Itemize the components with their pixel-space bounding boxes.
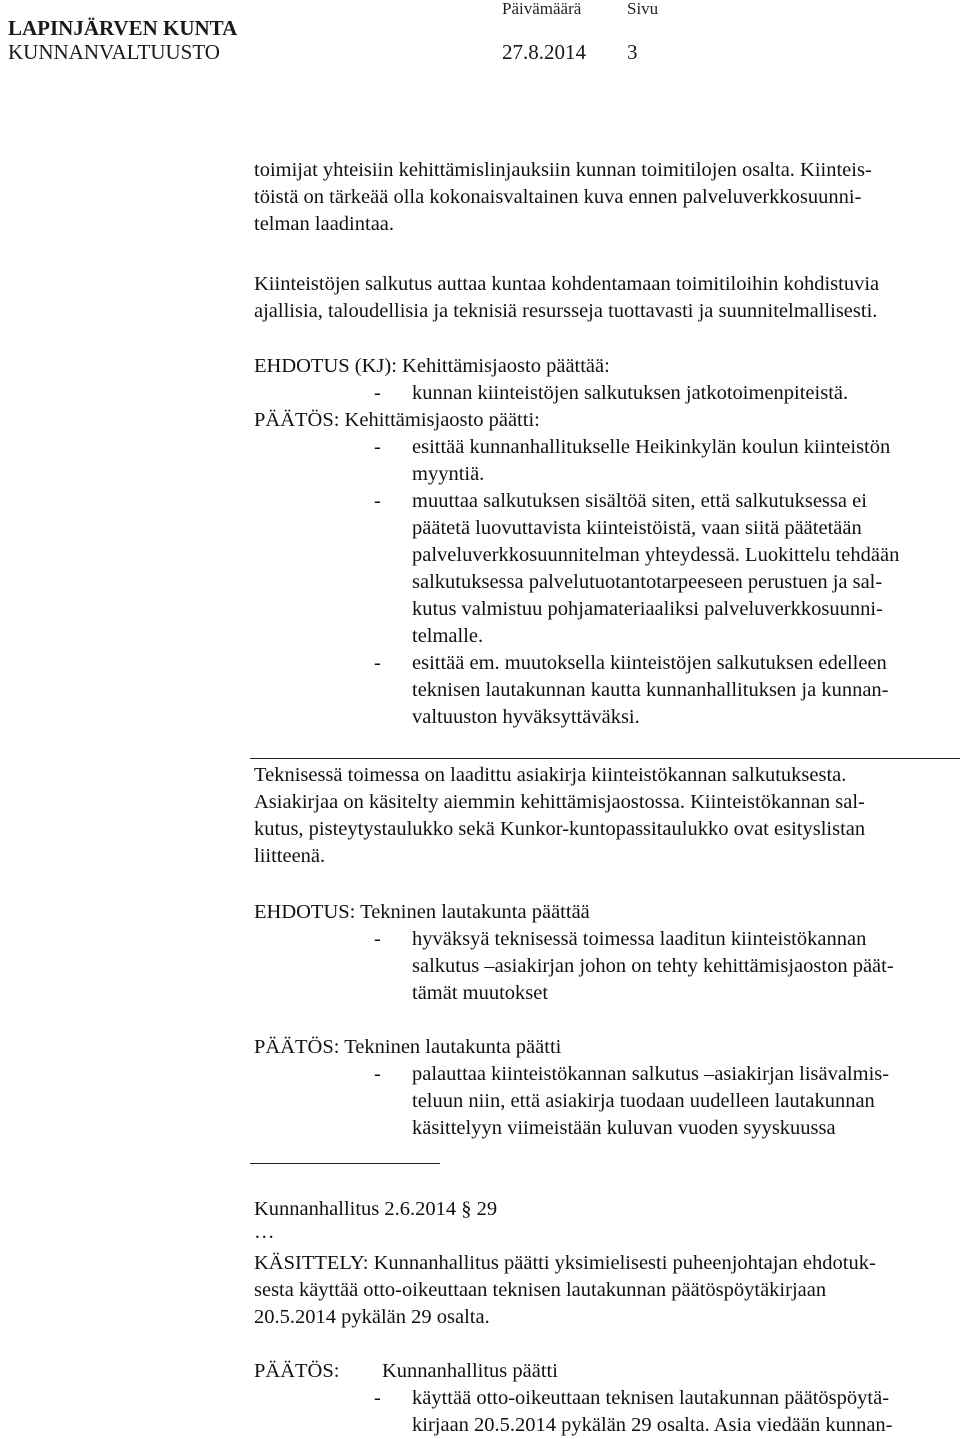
- text-line: palauttaa kiinteistökannan salkutus –asiakirjan lisävalmis-: [412, 1063, 890, 1085]
- text-line: teknisen lautakunnan kautta kunnanhallituksen ja kunnan-: [412, 679, 889, 701]
- date-value: 27.8.2014: [502, 40, 586, 64]
- item-text: [412, 1385, 893, 1439]
- item-text: [412, 434, 890, 488]
- text-line: telman laadintaa.: [254, 213, 395, 235]
- text-line: kutus, pisteytystaulukko sekä Kunkor-kuntopassitaulukko ovat esityslistan: [254, 818, 866, 840]
- bullet-dash: -: [374, 928, 381, 950]
- text-line: esittää kunnanhallitukselle Heikinkylän koulun kiinteistön: [412, 436, 891, 458]
- short-divider: [250, 1163, 440, 1164]
- date-label: Päivämäärä: [502, 0, 582, 18]
- item-text: [412, 650, 889, 731]
- bullet-dash: -: [374, 1063, 381, 1085]
- text-line: toimijat yhteisiin kehittämislinjauksiin kunnan toimitilojen osalta. Kiinteis-: [254, 159, 872, 181]
- page-value: 3: [627, 40, 638, 64]
- text-line: Kiinteistöjen salkutus auttaa kuntaa kohdentamaan toimitiloihin kohdistuvia: [254, 273, 880, 295]
- kh-reference: Kunnanhallitus 2.6.2014 § 29: [254, 1198, 498, 1220]
- paragraph-1: [254, 157, 872, 238]
- bullet-dash: -: [374, 652, 381, 674]
- paragraph-2: [254, 271, 879, 325]
- item-text: [412, 488, 899, 650]
- body-name: KUNNANVALTUUSTO: [8, 40, 220, 64]
- text-line: töistä on tärkeää olla kokonaisvaltainen kuva ennen palveluverkkosuunni-: [254, 186, 862, 208]
- section-divider: [250, 758, 960, 759]
- proposal-kj: EHDOTUS (KJ): Kehittämisjaosto päättää:: [254, 355, 610, 377]
- item-text: [412, 1061, 889, 1142]
- item-text: kunnan kiinteistöjen salkutuksen jatkotoimenpiteistä.: [412, 382, 849, 404]
- text-line: ajallisia, taloudellisia ja teknisiä resursseja tuottavasti ja suunnitelmallisesti.: [254, 300, 878, 322]
- text-line: valtuuston hyväksyttäväksi.: [412, 706, 640, 728]
- page-label: Sivu: [627, 0, 659, 18]
- item-text: [412, 926, 894, 1007]
- text-line: esittää em. muutoksella kiinteistöjen salkutuksen edelleen: [412, 652, 887, 674]
- paragraph-3: [254, 762, 865, 870]
- text-line: käsittelyyn viimeistään kuluvan vuoden syyskuussa: [412, 1117, 836, 1139]
- text-line: sesta käyttää otto-oikeuttaan teknisen lautakunnan päätöspöytäkirjaan: [254, 1279, 827, 1301]
- text-line: palveluverkkosuunnitelman yhteydessä. Luokittelu tehdään: [412, 544, 900, 566]
- bullet-dash: -: [374, 1387, 381, 1409]
- bullet-dash: -: [374, 490, 381, 512]
- text-line: salkutus –asiakirjan johon on tehty kehittämisjaoston päät-: [412, 955, 894, 977]
- text-line: päätetä luovuttavista kiinteistöistä, vaan siitä päätetään: [412, 517, 862, 539]
- kasittely-paragraph: [254, 1250, 876, 1331]
- proposal-tl: EHDOTUS: Tekninen lautakunta päättää: [254, 901, 590, 923]
- text-line: käyttää otto-oikeuttaan teknisen lautakunnan päätöspöytä-: [412, 1387, 890, 1409]
- org-name: LAPINJÄRVEN KUNTA: [8, 16, 238, 40]
- text-line: kirjaan 20.5.2014 pykälän 29 osalta. Asia viedään kunnan-: [412, 1414, 893, 1436]
- text-line: telmalle.: [412, 625, 484, 647]
- decision-kh-label: PÄÄTÖS:: [254, 1360, 340, 1382]
- text-line: liitteenä.: [254, 845, 326, 867]
- decision-kj: PÄÄTÖS: Kehittämisjaosto päätti:: [254, 409, 540, 431]
- text-line: 20.5.2014 pykälän 29 osalta.: [254, 1306, 490, 1328]
- text-line: kutus valmistuu pohjamateriaaliksi palveluverkkosuunni-: [412, 598, 883, 620]
- ellipsis: …: [254, 1221, 275, 1243]
- decision-kh-text: Kunnanhallitus päätti: [382, 1360, 558, 1382]
- bullet-dash: -: [374, 436, 381, 458]
- decision-tl: PÄÄTÖS: Tekninen lautakunta päätti: [254, 1036, 562, 1058]
- text-line: Asiakirjaa on käsitelty aiemmin kehittämisjaostossa. Kiinteistökannan sal-: [254, 791, 865, 813]
- bullet-dash: -: [374, 382, 381, 404]
- text-line: tämät muutokset: [412, 982, 549, 1004]
- text-line: KÄSITTELY: Kunnanhallitus päätti yksimielisesti puheenjohtajan ehdotuk-: [254, 1252, 876, 1274]
- text-line: Teknisessä toimessa on laadittu asiakirja kiinteistökannan salkutuksesta.: [254, 764, 847, 786]
- text-line: salkutuksessa palvelutuotantotarpeeseen perustuen ja sal-: [412, 571, 883, 593]
- text-line: muuttaa salkutuksen sisältöä siten, että salkutuksessa ei: [412, 490, 867, 512]
- text-line: teluun niin, että asiakirja tuodaan uudelleen lautakunnan: [412, 1090, 875, 1112]
- text-line: myyntiä.: [412, 463, 485, 485]
- text-line: hyväksyä teknisessä toimessa laaditun kiinteistökannan: [412, 928, 867, 950]
